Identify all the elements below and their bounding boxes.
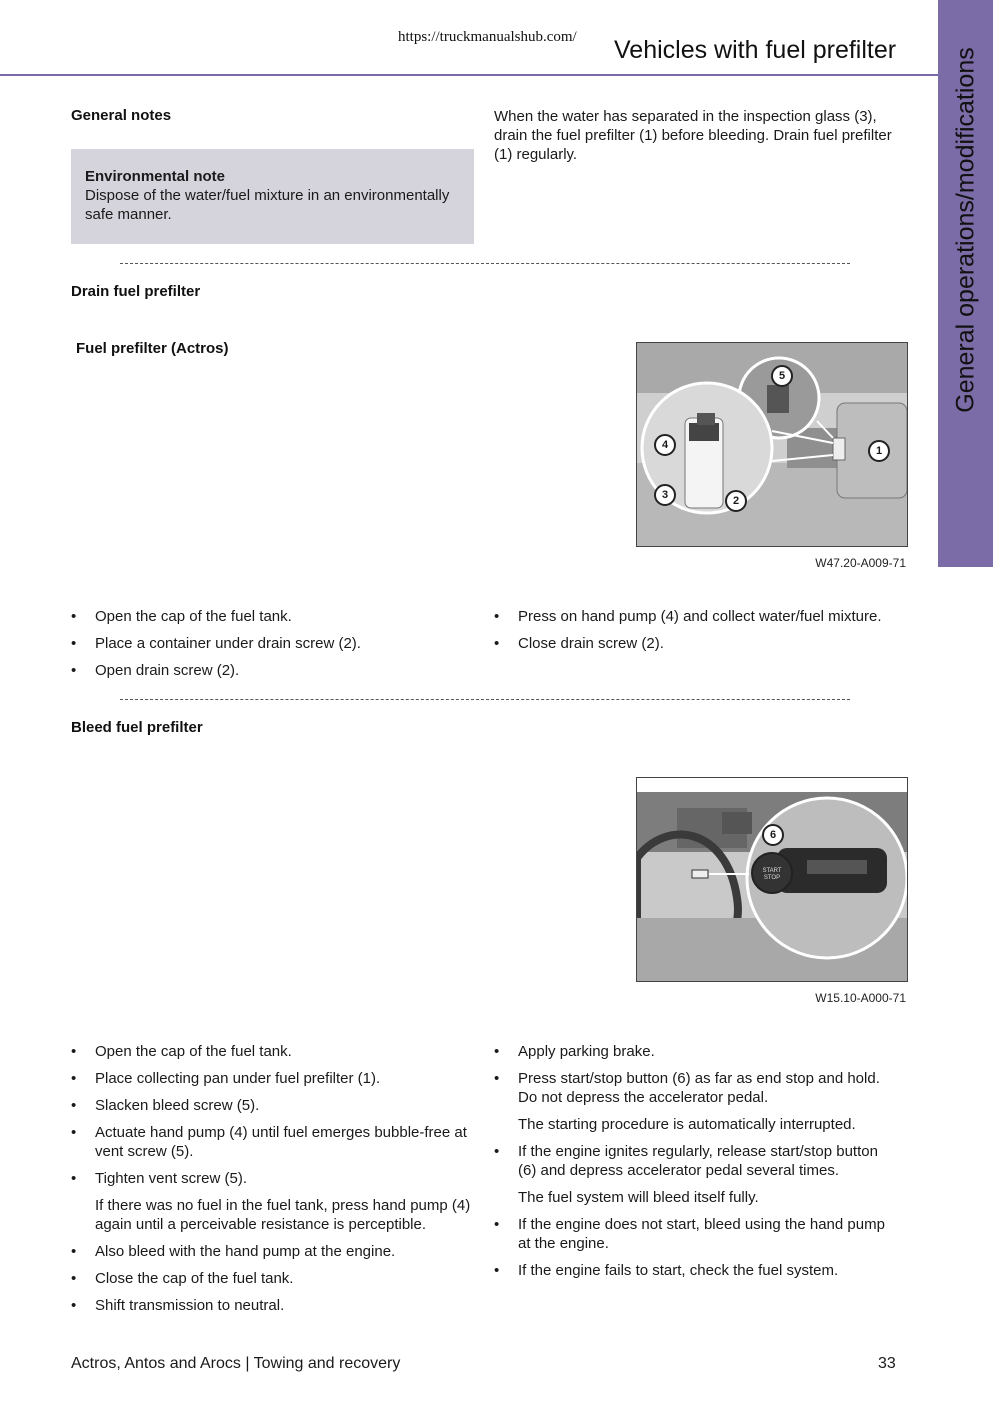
list-item: • Also bleed with the hand pump at the engine.: [71, 1242, 476, 1261]
bleed-steps-right: [494, 1042, 894, 1288]
list-note: If there was no fuel in the fuel tank, press hand pump (4) again until a perceivable resistance is perceptible.: [95, 1197, 471, 1233]
section-divider: [120, 263, 850, 264]
callout-5: 5: [771, 365, 793, 387]
water-separation-paragraph: When the water has separated in the inspection glass (3), drain the fuel prefilter (1) before bleeding. Drain fuel prefilter (1) regularly.: [494, 108, 892, 163]
side-tab: [938, 0, 993, 567]
list-item: • Close drain screw (2).: [494, 634, 894, 653]
list-item: • Open the cap of the fuel tank.: [71, 1042, 476, 1061]
general-notes-heading: General notes: [71, 107, 172, 124]
list-item: • Place a container under drain screw (2).: [71, 634, 471, 653]
list-note: The fuel system will bleed itself fully.: [518, 1189, 759, 1206]
section-title: Vehicles with fuel prefilter: [614, 36, 897, 64]
cockpit-figure: [636, 777, 908, 982]
list-item: • Press on hand pump (4) and collect water/fuel mixture.: [494, 607, 894, 626]
drain-heading: Drain fuel prefilter: [71, 283, 201, 300]
drain-steps-left: [71, 607, 471, 688]
list-item: • Open drain screw (2).: [71, 661, 471, 680]
cockpit-figure-caption: W15.10-A000-71: [815, 991, 906, 1005]
list-item: • Shift transmission to neutral.: [71, 1296, 476, 1315]
list-item: • Open the cap of the fuel tank.: [71, 607, 471, 626]
bleed-heading: Bleed fuel prefilter: [71, 719, 203, 736]
side-tab-label: General operations/modifications: [951, 47, 980, 413]
list-item: • If the engine does not start, bleed using the hand pump at the engine.: [494, 1215, 894, 1253]
fuel-prefilter-subheading: Fuel prefilter (Actros): [76, 340, 229, 357]
source-url: https://truckmanualshub.com/: [398, 29, 577, 45]
bleed-steps-left: [71, 1042, 476, 1323]
header-rule: [0, 74, 938, 76]
svg-text:STOP: STOP: [763, 875, 781, 881]
list-item: • Actuate hand pump (4) until fuel emerges bubble-free at vent screw (5).: [71, 1123, 476, 1161]
list-item: • If the engine ignites regularly, release start/stop button (6) and depress accelerator pedal several times.: [494, 1142, 894, 1180]
callout-4: 4: [654, 434, 676, 456]
environmental-note-box: [71, 149, 474, 244]
svg-text:START: START: [762, 868, 782, 874]
list-item: • If the engine fails to start, check the fuel system.: [494, 1261, 894, 1280]
footer-title: Actros, Antos and Arocs | Towing and recovery: [71, 1355, 401, 1372]
environmental-note-title: Environmental note: [85, 168, 226, 185]
section-divider: [120, 699, 850, 700]
drain-steps-right: [494, 607, 894, 661]
callout-1: 1: [868, 440, 890, 462]
environmental-note-text: Dispose of the water/fuel mixture in an environmentally safe manner.: [85, 187, 450, 223]
list-note: The starting procedure is automatically interrupted.: [518, 1116, 856, 1133]
fuel-prefilter-figure: [636, 342, 908, 547]
list-item: • Press start/stop button (6) as far as end stop and hold. Do not depress the accelerator pedal.: [494, 1069, 894, 1107]
list-item: • Place collecting pan under fuel prefilter (1).: [71, 1069, 476, 1088]
list-item: • Slacken bleed screw (5).: [71, 1096, 476, 1115]
list-item: • Apply parking brake.: [494, 1042, 894, 1061]
callout-2: 2: [725, 490, 747, 512]
fuel-prefilter-figure-caption: W47.20-A009-71: [815, 556, 906, 570]
callout-3: 3: [654, 484, 676, 506]
page-number: 33: [878, 1355, 896, 1372]
callout-6: 6: [762, 824, 784, 846]
cockpit-illustration: [637, 778, 907, 981]
list-item: • Tighten vent screw (5).: [71, 1169, 476, 1188]
list-item: • Close the cap of the fuel tank.: [71, 1269, 476, 1288]
